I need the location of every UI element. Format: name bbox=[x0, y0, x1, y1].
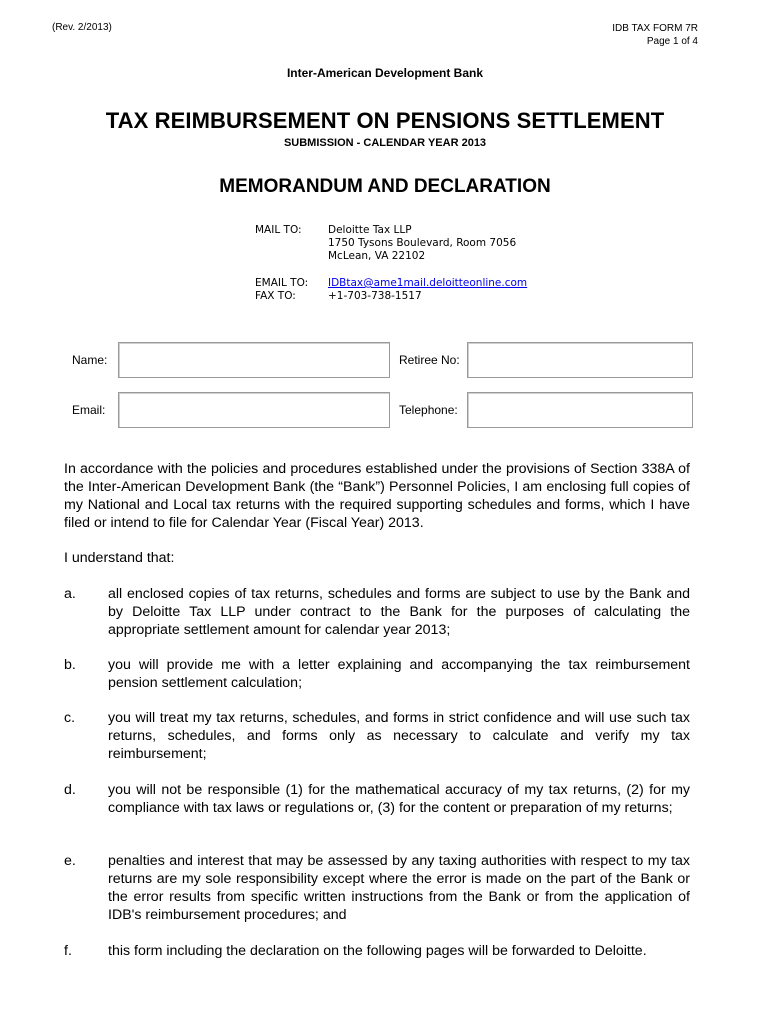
list-item: you will provide me with a letter explaining and accompanying the tax reimbursement pension settlement calculation; bbox=[108, 657, 690, 691]
list-item: this form including the declaration on the following pages will be forwarded to Deloitte. bbox=[108, 943, 647, 959]
item-letter: c. bbox=[64, 710, 76, 726]
item-letter: f. bbox=[64, 943, 72, 959]
bank-name: Inter-American Development Bank bbox=[286, 66, 484, 80]
fax-to-label: FAX TO: bbox=[255, 290, 296, 302]
page-number: Page 1 of 4 bbox=[646, 36, 698, 47]
form-id-block bbox=[612, 22, 698, 48]
page-subtitle: SUBMISSION - CALENDAR YEAR 2013 bbox=[283, 137, 487, 149]
email-field[interactable] bbox=[118, 392, 390, 428]
retiree-no-field[interactable] bbox=[467, 342, 693, 378]
list-item: you will not be responsible (1) for the mathematical accuracy of my tax returns, (2) for my compliance with tax laws or regulations or, (3) for the content or preparation of my returns; bbox=[108, 782, 690, 816]
name-label: Name: bbox=[72, 353, 108, 367]
item-letter: b. bbox=[64, 657, 76, 673]
page-title: TAX REIMBURSEMENT ON PENSIONS SETTLEMENT bbox=[105, 108, 665, 133]
mail-to-label: MAIL TO: bbox=[255, 224, 302, 236]
intro-paragraph: In accordance with the policies and procedures established under the provisions of Section 338A of the Inter-American Development Bank (the “Bank”) Personnel Policies, I am enclosing full copies of my National and Local tax returns with the required supporting schedules and forms, which I have filed or intend to file for Calendar Year (Fiscal Year) 2013. bbox=[64, 461, 690, 531]
fax-number: +1-703-738-1517 bbox=[328, 290, 422, 302]
mail-address bbox=[328, 224, 516, 263]
list-item: you will treat my tax returns, schedules, and forms in strict confidence and will use such tax returns, schedules, and forms only as necessary to calculate and verify my tax reimbursement; bbox=[108, 710, 690, 762]
retiree-no-label: Retiree No: bbox=[399, 353, 460, 367]
mail-line-3: McLean, VA 22102 bbox=[328, 250, 426, 262]
email-link[interactable]: IDBtax@ame1mail.deloitteonline.com bbox=[328, 277, 528, 289]
item-letter: d. bbox=[64, 782, 76, 798]
mail-line-1: Deloitte Tax LLP bbox=[328, 224, 412, 236]
item-letter: a. bbox=[64, 586, 76, 602]
list-item: penalties and interest that may be assessed by any taxing authorities with respect to my tax returns are my sole responsibility except where the error is made on the part of the Bank or the error results from specific written instructions from the Bank or from the application of IDB's reimbursement procedures; and bbox=[108, 853, 690, 923]
list-item: all enclosed copies of tax returns, schedules and forms are subject to use by the Bank and by Deloitte Tax LLP under contract to the Bank for the purposes of calculating the appropriate settlement amount for calendar year 2013; bbox=[108, 586, 690, 638]
telephone-field[interactable] bbox=[467, 392, 693, 428]
telephone-label: Telephone: bbox=[399, 403, 458, 417]
understand-heading: I understand that: bbox=[64, 550, 175, 566]
mail-line-2: 1750 Tysons Boulevard, Room 7056 bbox=[328, 237, 517, 249]
revision-label: (Rev. 2/2013) bbox=[52, 22, 112, 33]
form-id: IDB TAX FORM 7R bbox=[612, 23, 698, 34]
memo-title: MEMORANDUM AND DECLARATION bbox=[219, 176, 551, 197]
name-field[interactable] bbox=[118, 342, 390, 378]
item-letter: e. bbox=[64, 853, 76, 869]
email-to-label: EMAIL TO: bbox=[255, 277, 309, 289]
email-label: Email: bbox=[72, 403, 106, 417]
